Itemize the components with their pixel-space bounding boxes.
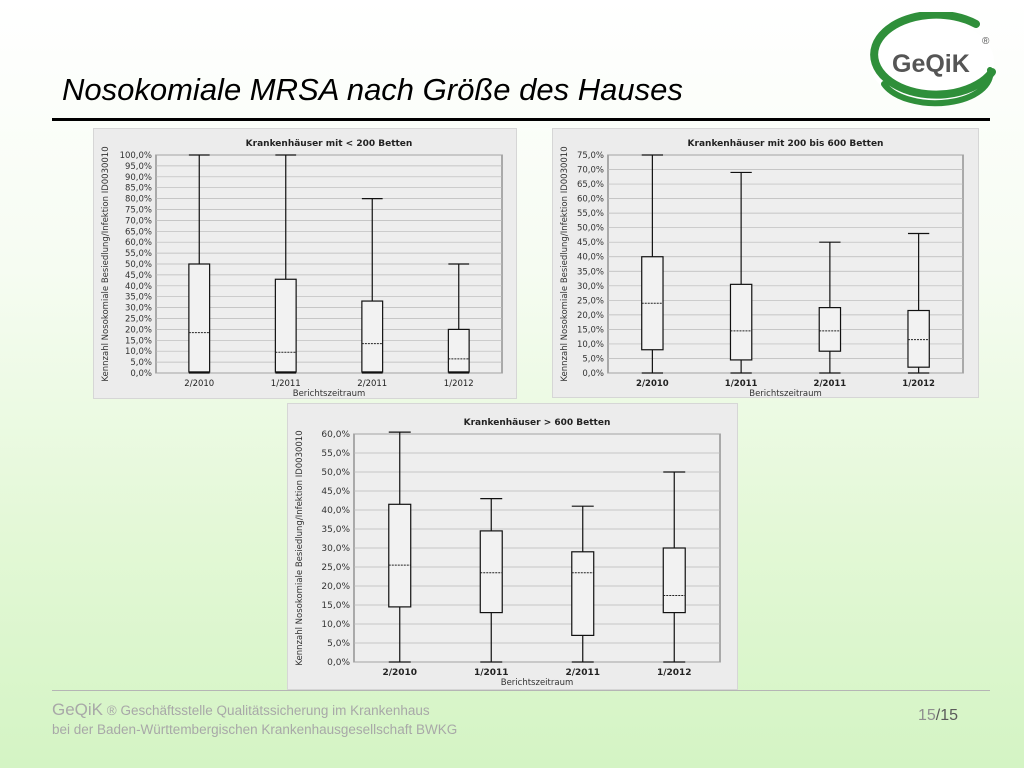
chart-panel-large <box>287 403 738 690</box>
box-iqr <box>730 284 751 360</box>
logo-text: GeQiK <box>892 50 970 78</box>
y-tick-label: 0,0% <box>582 369 604 379</box>
x-axis-label: Berichtszeitraum <box>500 678 574 688</box>
x-tick-label: 2/2010 <box>184 379 215 389</box>
y-tick-label: 70,0% <box>124 216 152 227</box>
y-tick-label: 35,0% <box>124 292 152 303</box>
y-tick-label: 15,0% <box>576 325 604 336</box>
x-tick-label: 1/2011 <box>270 379 301 389</box>
footer-line2: bei der Baden-Württembergischen Krankenhausgesellschaft BWKG <box>52 722 458 737</box>
y-tick-label: 20,0% <box>576 310 604 321</box>
y-tick-label: 65,0% <box>124 227 152 238</box>
y-tick-label: 55,0% <box>576 209 604 220</box>
box-iqr <box>189 264 210 372</box>
y-tick-label: 30,0% <box>321 544 350 554</box>
chart-medium-hospitals <box>553 129 978 397</box>
y-tick-label: 75,0% <box>124 205 152 216</box>
y-tick-label: 10,0% <box>124 347 152 358</box>
y-tick-label: 35,0% <box>321 525 350 535</box>
chart-small-hospitals <box>94 129 516 398</box>
y-tick-label: 50,0% <box>321 468 350 478</box>
box-iqr <box>362 301 383 372</box>
title-divider <box>52 118 990 121</box>
box-iqr <box>908 311 929 368</box>
y-axis-label: Kennzahl Nosokomiale Besiedlung/Infektion ID0030010 <box>101 146 111 382</box>
y-tick-label: 95,0% <box>124 161 152 172</box>
x-tick-label: 2/2011 <box>565 668 601 678</box>
y-tick-label: 60,0% <box>124 238 152 249</box>
y-tick-label: 45,0% <box>321 487 350 497</box>
y-tick-label: 70,0% <box>576 165 604 176</box>
y-tick-label: 35,0% <box>576 267 604 278</box>
y-tick-label: 55,0% <box>321 449 350 459</box>
chart-large-hospitals <box>288 404 737 689</box>
y-tick-label: 45,0% <box>124 270 152 281</box>
y-tick-label: 100,0% <box>119 151 152 161</box>
footer-brand: GeQiK <box>52 700 104 719</box>
box-iqr <box>819 308 840 352</box>
y-tick-label: 10,0% <box>321 620 350 630</box>
y-tick-label: 25,0% <box>124 314 152 325</box>
box-iqr <box>480 531 502 613</box>
x-tick-label: 2/2011 <box>357 379 388 389</box>
y-tick-label: 5,0% <box>130 358 152 369</box>
y-tick-label: 10,0% <box>576 339 604 350</box>
y-tick-label: 75,0% <box>576 151 604 161</box>
y-tick-label: 15,0% <box>321 601 350 611</box>
page-current: 15 <box>918 707 936 724</box>
y-tick-label: 25,0% <box>576 296 604 307</box>
y-tick-label: 65,0% <box>576 180 604 191</box>
y-tick-label: 50,0% <box>576 223 604 234</box>
y-tick-label: 30,0% <box>576 281 604 292</box>
y-tick-label: 60,0% <box>576 194 604 205</box>
y-tick-label: 25,0% <box>321 563 350 573</box>
x-tick-label: 1/2011 <box>724 379 758 389</box>
box-iqr <box>275 279 296 372</box>
y-tick-label: 60,0% <box>321 430 350 440</box>
y-tick-label: 15,0% <box>124 336 152 347</box>
x-axis-label: Berichtszeitraum <box>749 389 822 397</box>
chart-panel-small <box>93 128 517 399</box>
footer-line1 <box>52 700 430 720</box>
footer-registered: ® <box>106 703 117 718</box>
y-tick-label: 20,0% <box>321 582 350 592</box>
chart-panel-medium <box>552 128 979 398</box>
box-iqr <box>572 552 594 636</box>
box-iqr <box>448 329 469 372</box>
page-total: /15 <box>935 707 959 724</box>
y-tick-label: 30,0% <box>124 303 152 314</box>
y-tick-label: 5,0% <box>327 639 350 649</box>
y-tick-label: 50,0% <box>124 260 152 270</box>
y-tick-label: 40,0% <box>576 252 604 263</box>
y-tick-label: 55,0% <box>124 249 152 260</box>
y-tick-label: 40,0% <box>321 506 350 516</box>
x-tick-label: 2/2010 <box>382 668 418 678</box>
page-number <box>918 707 958 725</box>
y-axis-label: Kennzahl Nosokomiale Besiedlung/Infektion ID0030010 <box>295 430 305 666</box>
footer-line1-text: Geschäftsstelle Qualitätssicherung im Krankenhaus <box>120 703 430 718</box>
geqik-logo <box>864 12 999 107</box>
y-tick-label: 0,0% <box>130 369 152 379</box>
box-iqr <box>389 504 411 607</box>
y-axis-label: Kennzahl Nosokomiale Besiedlung/Infektion ID0030010 <box>560 146 570 382</box>
x-tick-label: 1/2012 <box>656 668 692 678</box>
chart-title: Krankenhäuser > 600 Betten <box>463 418 611 428</box>
y-tick-label: 80,0% <box>124 194 152 205</box>
y-tick-label: 90,0% <box>124 172 152 183</box>
x-tick-label: 1/2011 <box>473 668 509 678</box>
x-tick-label: 1/2012 <box>443 379 474 389</box>
logo-registered: ® <box>982 36 990 47</box>
y-tick-label: 85,0% <box>124 183 152 194</box>
y-tick-label: 0,0% <box>327 658 350 668</box>
box-iqr <box>663 548 685 613</box>
chart-title: Krankenhäuser mit < 200 Betten <box>245 139 413 149</box>
y-tick-label: 45,0% <box>576 238 604 249</box>
y-tick-label: 20,0% <box>124 325 152 336</box>
chart-title: Krankenhäuser mit 200 bis 600 Betten <box>687 139 884 149</box>
footer-divider <box>52 690 990 691</box>
y-tick-label: 5,0% <box>582 354 604 365</box>
x-tick-label: 2/2010 <box>636 379 669 389</box>
geqik-logo-graphic <box>864 12 999 107</box>
x-tick-label: 2/2011 <box>813 379 847 389</box>
slide-title: Nosokomiale MRSA nach Größe des Hauses <box>62 72 683 107</box>
x-tick-label: 1/2012 <box>902 379 935 389</box>
y-tick-label: 40,0% <box>124 281 152 292</box>
x-axis-label: Berichtszeitraum <box>292 389 366 398</box>
